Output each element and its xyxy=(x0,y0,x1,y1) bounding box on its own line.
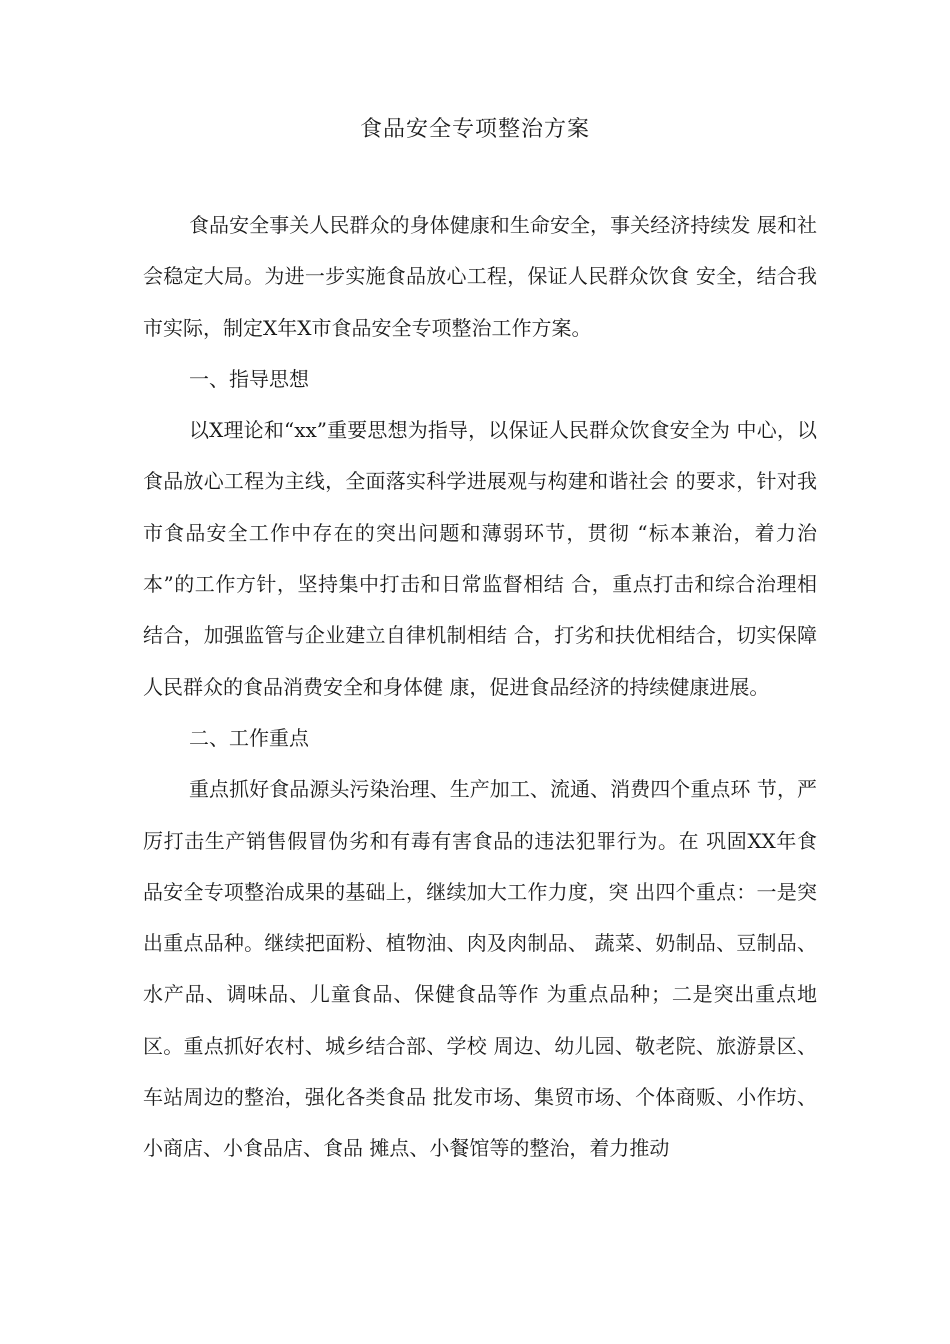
paragraph-intro: 食品安全事关人民群众的身体健康和生命安全，事关经济持续发 展和社会稳定大局。为进一步实施食品放心工程，保证人民群众饮食 安全，结合我市实际，制定X年X市食品安全专项整治工作方案。 xyxy=(143,213,817,340)
paragraph-work-focus: 重点抓好食品源头污染治理、生产加工、流通、消费四个重点环 节，严厉打击生产销售假冒伪劣和有毒有害食品的违法犯罪行为。在 巩固XX年食品安全专项整治成果的基础上，继续加大工作力度，突 出四个重点：一是突出重点品种。继续把面粉、植物油、肉及肉制品、 蔬菜、奶制品、豆制品、水产品、调味品、儿童食品、保健食品等作 为重点品种；二是突出重点地区。重点抓好农村、城乡结合部、学校 周边、幼儿园、敬老院、旅游景区、车站周边的整治，强化各类食品 批发市场、集贸市场、个体商贩、小作坊、小商店、小食品店、食品 摊点、小餐馆等的整治，着力推动 xyxy=(143,777,817,1161)
paragraph-guiding-ideology: 以X理论和“xx”重要思想为指导，以保证人民群众饮食安全为 中心，以食品放心工程为主线，全面落实科学进展观与构建和谐社会 的要求，针对我市食品安全工作中存在的突出问题和薄弱环节，贯彻 “标本兼治，着力治本”的工作方针，坚持集中打击和日常监督相结 合，重点打击和综合治理相结合，加强监管与企业建立自律机制相结 合，打劣和扶优相结合，切实保障人民群众的食品消费安全和身体健 康，促进食品经济的持续健康进展。 xyxy=(143,418,817,699)
document-body xyxy=(143,200,817,1175)
section-heading-guiding-ideology: 一、指导思想 xyxy=(189,366,309,391)
document-title: 食品安全专项整治方案 xyxy=(359,117,590,142)
section-heading-work-focus: 二、工作重点 xyxy=(189,725,309,750)
